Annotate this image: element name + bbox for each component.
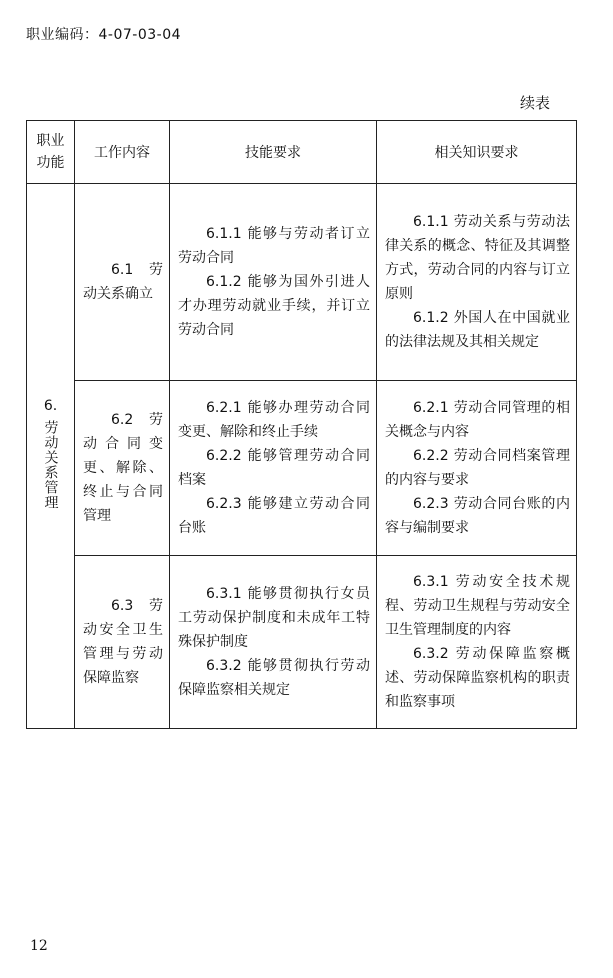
work-content-cell xyxy=(75,381,170,556)
knowledge-item: 6.2.3 劳动合同台账的内容与编制要求 xyxy=(385,496,570,536)
skills-cell xyxy=(170,184,377,381)
continued-label: 续表 xyxy=(520,94,551,112)
skill-item: 6.1.2 能够为国外引进人才办理劳动就业手续，并订立劳动合同 xyxy=(178,274,370,338)
knowledge-item: 6.3.2 劳动保障监察概述、劳动保障监察机构的职责和监察事项 xyxy=(385,646,570,710)
knowledge-item: 6.1.2 外国人在中国就业的法律法规及其相关规定 xyxy=(385,310,570,350)
knowledge-item: 6.2.1 劳动合同管理的相关概念与内容 xyxy=(385,400,570,440)
function-name: 劳动关系管理 xyxy=(42,420,59,510)
header-content: 工作内容 xyxy=(75,121,170,184)
skills-cell xyxy=(170,556,377,729)
work-content-cell xyxy=(75,556,170,729)
skills-cell xyxy=(170,381,377,556)
knowledge-cell xyxy=(377,381,577,556)
skill-item: 6.3.1 能够贯彻执行女员工劳动保护制度和未成年工特殊保护制度 xyxy=(178,586,370,650)
skill-item: 6.2.1 能够办理劳动合同变更、解除和终止手续 xyxy=(178,400,370,440)
skill-item: 6.2.2 能够管理劳动合同档案 xyxy=(178,448,370,488)
header-function: 职业功能 xyxy=(27,121,75,184)
work-content: 6.2 劳动合同变更、解除、终止与合同管理 xyxy=(83,412,163,524)
table-header-row xyxy=(27,121,577,184)
function-cell xyxy=(27,184,75,729)
function-number: 6. xyxy=(43,398,58,414)
knowledge-item: 6.3.1 劳动安全技术规程、劳动卫生规程与劳动安全卫生管理制度的内容 xyxy=(385,574,570,638)
header-skills: 技能要求 xyxy=(170,121,377,184)
skill-item: 6.2.3 能够建立劳动合同台账 xyxy=(178,496,370,536)
work-content: 6.1 劳动关系确立 xyxy=(83,262,163,302)
skill-item: 6.1.1 能够与劳动者订立劳动合同 xyxy=(178,226,370,266)
table-row xyxy=(27,381,577,556)
knowledge-item: 6.2.2 劳动合同档案管理的内容与要求 xyxy=(385,448,570,488)
knowledge-cell xyxy=(377,556,577,729)
skills-table xyxy=(26,120,577,729)
page-number: 12 xyxy=(30,938,48,954)
knowledge-cell xyxy=(377,184,577,381)
work-content-cell xyxy=(75,184,170,381)
header-knowledge: 相关知识要求 xyxy=(377,121,577,184)
knowledge-item: 6.1.1 劳动关系与劳动法律关系的概念、特征及其调整方式，劳动合同的内容与订立原则 xyxy=(385,214,570,302)
skill-item: 6.3.2 能够贯彻执行劳动保障监察相关规定 xyxy=(178,658,370,698)
work-content: 6.3 劳动安全卫生管理与劳动保障监察 xyxy=(83,598,163,686)
occupation-code: 职业编码：4-07-03-04 xyxy=(26,27,182,43)
table-row xyxy=(27,184,577,381)
table-row xyxy=(27,556,577,729)
